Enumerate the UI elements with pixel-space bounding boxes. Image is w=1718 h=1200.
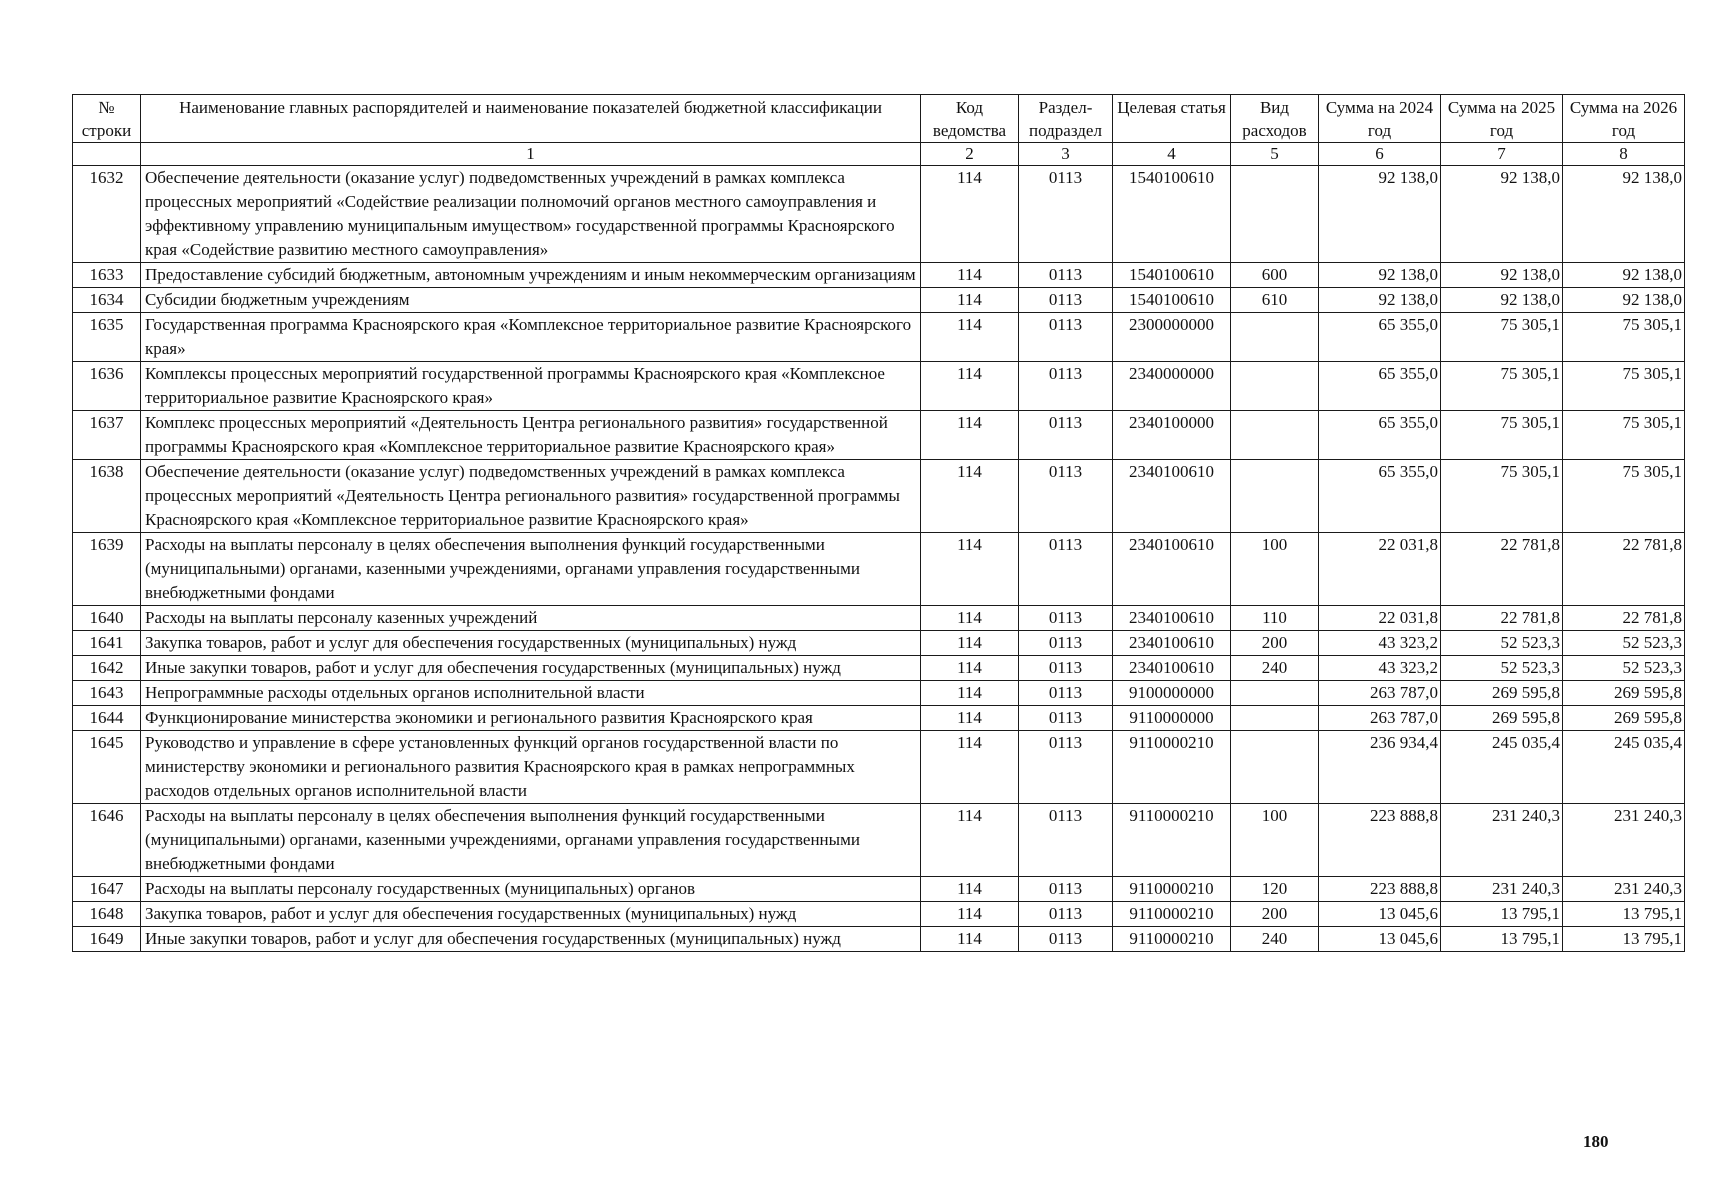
- row-name: Закупка товаров, работ и услуг для обеспечения государственных (муниципальных) нужд: [141, 902, 921, 927]
- row-expense-type: 200: [1231, 631, 1319, 656]
- row-sum-2026: 269 595,8: [1563, 681, 1685, 706]
- row-article: 2340100610: [1113, 656, 1231, 681]
- row-number: 1632: [73, 166, 141, 263]
- row-sum-2024: 223 888,8: [1319, 804, 1441, 877]
- table-row: [73, 902, 1685, 927]
- header-section: Раздел-подраздел: [1019, 95, 1113, 143]
- table-row: [73, 927, 1685, 952]
- row-sum-2024: 65 355,0: [1319, 362, 1441, 411]
- row-name: Функционирование министерства экономики и регионального развития Красноярского края: [141, 706, 921, 731]
- row-section: 0113: [1019, 411, 1113, 460]
- row-sum-2024: 22 031,8: [1319, 606, 1441, 631]
- row-expense-type: 110: [1231, 606, 1319, 631]
- column-number: 2: [921, 143, 1019, 166]
- row-section: 0113: [1019, 927, 1113, 952]
- row-name: Закупка товаров, работ и услуг для обеспечения государственных (муниципальных) нужд: [141, 631, 921, 656]
- row-name: Предоставление субсидий бюджетным, автономным учреждениям и иным некоммерческим организациям: [141, 263, 921, 288]
- table-row: [73, 706, 1685, 731]
- row-article: 2340100610: [1113, 460, 1231, 533]
- row-number: 1644: [73, 706, 141, 731]
- row-sum-2024: 92 138,0: [1319, 288, 1441, 313]
- row-article: 9110000210: [1113, 902, 1231, 927]
- row-number: 1636: [73, 362, 141, 411]
- row-sum-2026: 52 523,3: [1563, 656, 1685, 681]
- row-article: 9110000210: [1113, 804, 1231, 877]
- row-sum-2026: 13 795,1: [1563, 902, 1685, 927]
- row-sum-2024: 223 888,8: [1319, 877, 1441, 902]
- row-sum-2025: 231 240,3: [1441, 804, 1563, 877]
- row-code: 114: [921, 681, 1019, 706]
- row-article: 2340100610: [1113, 533, 1231, 606]
- table-row: [73, 656, 1685, 681]
- header-article: Целевая статья: [1113, 95, 1231, 143]
- row-number: 1638: [73, 460, 141, 533]
- row-name: Комплекс процессных мероприятий «Деятельность Центра регионального развития» государственной программы Красноярского края «Комплексное территориальное развитие Красноярского края»: [141, 411, 921, 460]
- column-number: 4: [1113, 143, 1231, 166]
- column-number: 8: [1563, 143, 1685, 166]
- row-expense-type: 600: [1231, 263, 1319, 288]
- row-name: Расходы на выплаты персоналу в целях обеспечения выполнения функций государственными (муниципальными) органами, казенными учреждениями, органами управления государственными внебюджетными фондами: [141, 533, 921, 606]
- row-sum-2026: 245 035,4: [1563, 731, 1685, 804]
- row-article: 1540100610: [1113, 263, 1231, 288]
- row-name: Обеспечение деятельности (оказание услуг) подведомственных учреждений в рамках комплекса процессных мероприятий «Деятельность Центра регионального развития» государственной программы Красноярского края «Комплексное территориальное развитие Красноярского края»: [141, 460, 921, 533]
- header-code: Код ведомства: [921, 95, 1019, 143]
- row-code: 114: [921, 411, 1019, 460]
- row-code: 114: [921, 731, 1019, 804]
- row-name: Руководство и управление в сфере установленных функций органов государственной власти по министерству экономики и регионального развития Красноярского края в рамках непрограммных расходов отдельных органов исполнительной власти: [141, 731, 921, 804]
- row-name: Иные закупки товаров, работ и услуг для обеспечения государственных (муниципальных) нужд: [141, 656, 921, 681]
- row-section: 0113: [1019, 166, 1113, 263]
- row-section: 0113: [1019, 631, 1113, 656]
- row-expense-type: [1231, 706, 1319, 731]
- row-expense-type: 610: [1231, 288, 1319, 313]
- row-number: 1639: [73, 533, 141, 606]
- row-sum-2026: 75 305,1: [1563, 411, 1685, 460]
- row-article: 2340100610: [1113, 631, 1231, 656]
- row-name: Расходы на выплаты персоналу в целях обеспечения выполнения функций государственными (муниципальными) органами, казенными учреждениями, органами управления государственными внебюджетными фондами: [141, 804, 921, 877]
- row-expense-type: [1231, 411, 1319, 460]
- table-row: [73, 313, 1685, 362]
- header-sum-2025: Сумма на 2025 год: [1441, 95, 1563, 143]
- row-section: 0113: [1019, 362, 1113, 411]
- row-expense-type: [1231, 731, 1319, 804]
- row-sum-2026: 13 795,1: [1563, 927, 1685, 952]
- row-section: 0113: [1019, 288, 1113, 313]
- table-row: [73, 631, 1685, 656]
- row-section: 0113: [1019, 877, 1113, 902]
- row-expense-type: 100: [1231, 804, 1319, 877]
- header-sum-2026: Сумма на 2026 год: [1563, 95, 1685, 143]
- row-article: 1540100610: [1113, 288, 1231, 313]
- row-sum-2025: 75 305,1: [1441, 362, 1563, 411]
- table-row: [73, 731, 1685, 804]
- row-article: 2340000000: [1113, 362, 1231, 411]
- table-row: [73, 533, 1685, 606]
- row-sum-2025: 92 138,0: [1441, 288, 1563, 313]
- table-row: [73, 411, 1685, 460]
- header-sum-2024: Сумма на 2024 год: [1319, 95, 1441, 143]
- row-section: 0113: [1019, 606, 1113, 631]
- page-number: 180: [1583, 1132, 1609, 1151]
- row-code: 114: [921, 460, 1019, 533]
- row-code: 114: [921, 313, 1019, 362]
- row-number: 1634: [73, 288, 141, 313]
- row-sum-2026: 75 305,1: [1563, 313, 1685, 362]
- row-sum-2025: 52 523,3: [1441, 631, 1563, 656]
- row-article: 9110000210: [1113, 927, 1231, 952]
- row-sum-2025: 231 240,3: [1441, 877, 1563, 902]
- row-expense-type: [1231, 166, 1319, 263]
- row-code: 114: [921, 606, 1019, 631]
- budget-table: [72, 94, 1685, 952]
- header-no: № строки: [73, 95, 141, 143]
- row-code: 114: [921, 166, 1019, 263]
- row-number: 1640: [73, 606, 141, 631]
- table-row: [73, 681, 1685, 706]
- row-sum-2024: 263 787,0: [1319, 681, 1441, 706]
- row-expense-type: 200: [1231, 902, 1319, 927]
- row-name: Иные закупки товаров, работ и услуг для обеспечения государственных (муниципальных) нужд: [141, 927, 921, 952]
- row-sum-2025: 22 781,8: [1441, 533, 1563, 606]
- row-code: 114: [921, 288, 1019, 313]
- row-sum-2026: 75 305,1: [1563, 362, 1685, 411]
- row-section: 0113: [1019, 656, 1113, 681]
- row-sum-2025: 269 595,8: [1441, 681, 1563, 706]
- table-body: [73, 166, 1685, 952]
- row-code: 114: [921, 656, 1019, 681]
- row-sum-2025: 269 595,8: [1441, 706, 1563, 731]
- row-article: 2300000000: [1113, 313, 1231, 362]
- row-code: 114: [921, 631, 1019, 656]
- row-sum-2026: 22 781,8: [1563, 533, 1685, 606]
- row-code: 114: [921, 877, 1019, 902]
- row-sum-2025: 75 305,1: [1441, 460, 1563, 533]
- table-row: [73, 606, 1685, 631]
- row-name: Непрограммные расходы отдельных органов исполнительной власти: [141, 681, 921, 706]
- row-code: 114: [921, 263, 1019, 288]
- row-number: 1645: [73, 731, 141, 804]
- row-sum-2026: 92 138,0: [1563, 166, 1685, 263]
- row-expense-type: [1231, 681, 1319, 706]
- table-row: [73, 166, 1685, 263]
- row-sum-2026: 92 138,0: [1563, 288, 1685, 313]
- row-expense-type: 100: [1231, 533, 1319, 606]
- header-row: [73, 95, 1685, 143]
- row-article: 9110000000: [1113, 706, 1231, 731]
- row-number: 1646: [73, 804, 141, 877]
- table-row: [73, 288, 1685, 313]
- row-sum-2024: 22 031,8: [1319, 533, 1441, 606]
- row-sum-2024: 43 323,2: [1319, 656, 1441, 681]
- header-type: Вид расходов: [1231, 95, 1319, 143]
- row-sum-2024: 92 138,0: [1319, 166, 1441, 263]
- row-section: 0113: [1019, 902, 1113, 927]
- row-name: Комплексы процессных мероприятий государственной программы Красноярского края «Комплексное территориальное развитие Красноярского края»: [141, 362, 921, 411]
- column-number: 5: [1231, 143, 1319, 166]
- row-number: 1642: [73, 656, 141, 681]
- row-sum-2025: 92 138,0: [1441, 263, 1563, 288]
- column-number: [73, 143, 141, 166]
- row-code: 114: [921, 927, 1019, 952]
- row-section: 0113: [1019, 804, 1113, 877]
- row-code: 114: [921, 533, 1019, 606]
- row-section: 0113: [1019, 681, 1113, 706]
- row-sum-2024: 236 934,4: [1319, 731, 1441, 804]
- row-sum-2026: 75 305,1: [1563, 460, 1685, 533]
- row-sum-2025: 75 305,1: [1441, 411, 1563, 460]
- row-number: 1649: [73, 927, 141, 952]
- row-number: 1637: [73, 411, 141, 460]
- row-sum-2024: 263 787,0: [1319, 706, 1441, 731]
- row-sum-2026: 231 240,3: [1563, 877, 1685, 902]
- row-name: Обеспечение деятельности (оказание услуг) подведомственных учреждений в рамках комплекса процессных мероприятий «Содействие реализации полномочий органов местного самоуправления и эффективному управлению муниципальным имуществом» государственной программы Красноярского края «Содействие развитию местного самоуправления»: [141, 166, 921, 263]
- row-name: Расходы на выплаты персоналу казенных учреждений: [141, 606, 921, 631]
- row-article: 9100000000: [1113, 681, 1231, 706]
- row-sum-2024: 92 138,0: [1319, 263, 1441, 288]
- header-name: Наименование главных распорядителей и наименование показателей бюджетной классификации: [141, 95, 921, 143]
- row-article: 9110000210: [1113, 731, 1231, 804]
- row-expense-type: 240: [1231, 656, 1319, 681]
- row-section: 0113: [1019, 533, 1113, 606]
- row-number: 1633: [73, 263, 141, 288]
- row-sum-2025: 92 138,0: [1441, 166, 1563, 263]
- row-sum-2025: 13 795,1: [1441, 927, 1563, 952]
- row-sum-2025: 75 305,1: [1441, 313, 1563, 362]
- row-code: 114: [921, 706, 1019, 731]
- row-article: 2340100610: [1113, 606, 1231, 631]
- row-expense-type: [1231, 460, 1319, 533]
- row-article: 9110000210: [1113, 877, 1231, 902]
- column-number: 7: [1441, 143, 1563, 166]
- row-number: 1635: [73, 313, 141, 362]
- row-sum-2026: 22 781,8: [1563, 606, 1685, 631]
- table-row: [73, 263, 1685, 288]
- table-row: [73, 804, 1685, 877]
- row-sum-2024: 65 355,0: [1319, 411, 1441, 460]
- column-number-row: [73, 143, 1685, 166]
- table-row: [73, 362, 1685, 411]
- row-number: 1647: [73, 877, 141, 902]
- row-sum-2025: 22 781,8: [1441, 606, 1563, 631]
- row-number: 1648: [73, 902, 141, 927]
- row-number: 1641: [73, 631, 141, 656]
- row-name: Субсидии бюджетным учреждениям: [141, 288, 921, 313]
- row-expense-type: 240: [1231, 927, 1319, 952]
- row-sum-2026: 52 523,3: [1563, 631, 1685, 656]
- table-row: [73, 877, 1685, 902]
- row-section: 0113: [1019, 263, 1113, 288]
- row-sum-2025: 245 035,4: [1441, 731, 1563, 804]
- column-number: 3: [1019, 143, 1113, 166]
- row-sum-2025: 52 523,3: [1441, 656, 1563, 681]
- row-sum-2025: 13 795,1: [1441, 902, 1563, 927]
- row-article: 1540100610: [1113, 166, 1231, 263]
- column-number: 1: [141, 143, 921, 166]
- row-sum-2024: 43 323,2: [1319, 631, 1441, 656]
- row-code: 114: [921, 902, 1019, 927]
- row-name: Государственная программа Красноярского края «Комплексное территориальное развитие Красноярского края»: [141, 313, 921, 362]
- row-expense-type: [1231, 313, 1319, 362]
- row-sum-2024: 13 045,6: [1319, 927, 1441, 952]
- row-expense-type: 120: [1231, 877, 1319, 902]
- row-section: 0113: [1019, 706, 1113, 731]
- row-sum-2024: 65 355,0: [1319, 313, 1441, 362]
- row-section: 0113: [1019, 460, 1113, 533]
- row-section: 0113: [1019, 731, 1113, 804]
- row-code: 114: [921, 804, 1019, 877]
- row-sum-2026: 92 138,0: [1563, 263, 1685, 288]
- row-number: 1643: [73, 681, 141, 706]
- row-sum-2024: 65 355,0: [1319, 460, 1441, 533]
- row-name: Расходы на выплаты персоналу государственных (муниципальных) органов: [141, 877, 921, 902]
- row-sum-2024: 13 045,6: [1319, 902, 1441, 927]
- row-expense-type: [1231, 362, 1319, 411]
- column-number: 6: [1319, 143, 1441, 166]
- row-article: 2340100000: [1113, 411, 1231, 460]
- row-sum-2026: 231 240,3: [1563, 804, 1685, 877]
- row-section: 0113: [1019, 313, 1113, 362]
- row-code: 114: [921, 362, 1019, 411]
- table-row: [73, 460, 1685, 533]
- row-sum-2026: 269 595,8: [1563, 706, 1685, 731]
